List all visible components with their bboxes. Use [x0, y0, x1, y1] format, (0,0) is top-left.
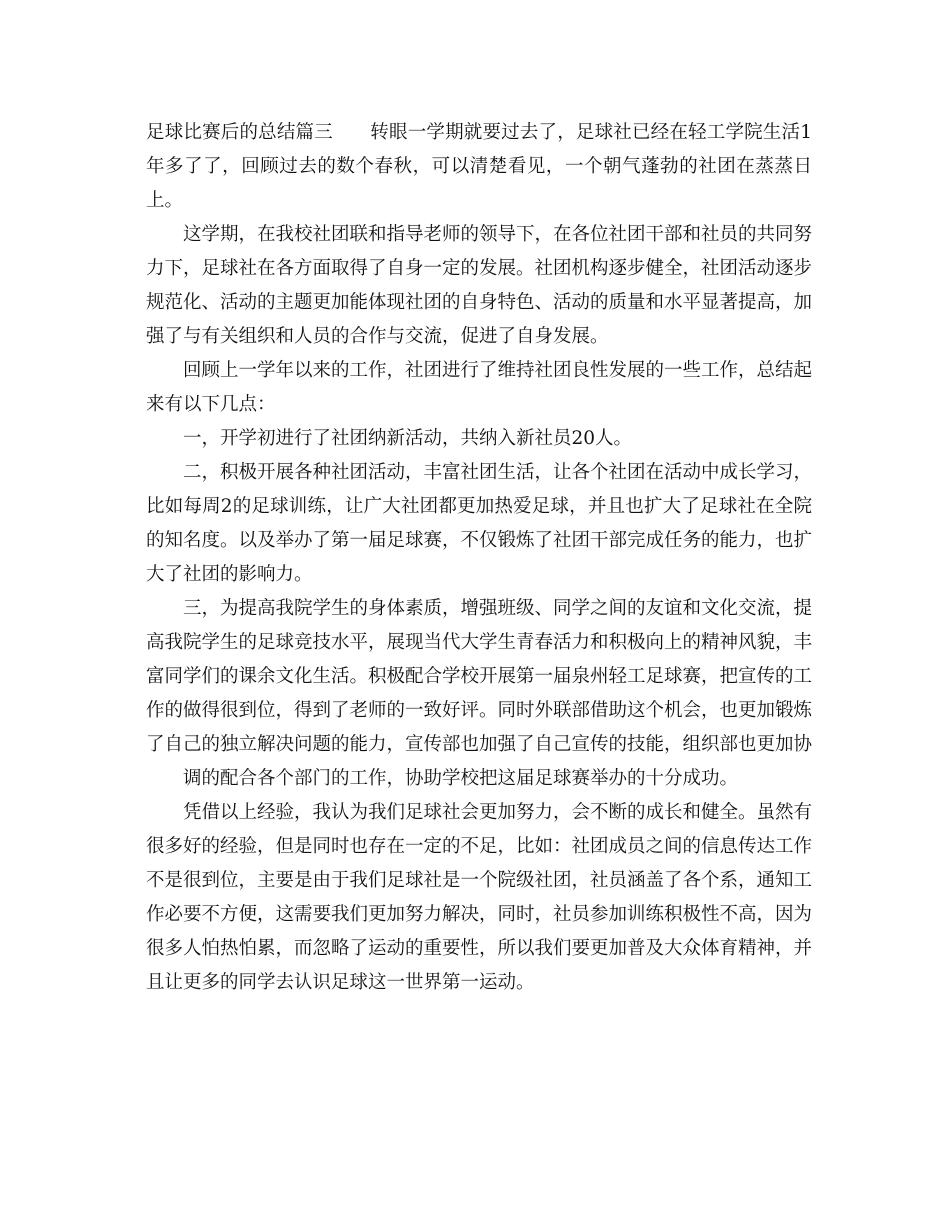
document-body: [146, 116, 812, 1000]
paragraph-title-intro: 足球比赛后的总结篇三 转眼一学期就要过去了，足球社已经在轻工学院生活1年多了了，回顾过去的数个春秋，可以清楚看见，一个朝气蓬勃的社团在蒸蒸日上。: [146, 122, 812, 211]
paragraph-point-two: 二，积极开展各种社团活动，丰富社团生活，让各个社团在活动中成长学习，比如每周2的足球训练，让广大社团都更加热爱足球，并且也扩大了足球社在全院的知名度。以及举办了第一届足球赛，不仅锻炼了社团干部完成任务的能力，也扩大了社团的影响力。: [146, 462, 813, 585]
paragraph-conclusion: 凭借以上经验，我认为我们足球社会更加努力，会不断的成长和健全。虽然有很多好的经验，但是同时也存在一定的不足，比如：社团成员之间的信息传达工作不是很到位，主要是由于我们足球社是一个院级社团，社员涵盖了各个系，通知工作必要不方便，这需要我们更加努力解决，同时，社员参加训练积极性不高，因为很多人怕热怕累，而忽略了运动的重要性，所以我们要更加普及大众体育精神，并且让更多的同学去认识足球这一世界第一运动。: [146, 802, 813, 993]
paragraph-point-three: 三，为提高我院学生的身体素质，增强班级、同学之间的友谊和文化交流，提高我院学生的足球竞技水平，展现当代大学生青春活力和积极向上的精神风貌，丰富同学们的课余文化生活。积极配合学校开展第一届泉州轻工足球赛，把宣传的工作的做得很到位，得到了老师的一致好评。同时外联部借助这个机会，也更加锻炼了自己的独立解决问题的能力，宣传部也加强了自己宣传的技能，组织部也更加协: [146, 598, 813, 755]
paragraph-semester-overview: 这学期，在我校社团联和指导老师的领导下，在各位社团干部和社员的共同努力下，足球社在各方面取得了自身一定的发展。社团机构逐步健全，社团活动逐步规范化、活动的主题更加能体现社团的自身特色、活动的质量和水平显著提高，加强了与有关组织和人员的合作与交流，促进了自身发展。: [146, 224, 813, 347]
paragraph-point-three-continued: 调的配合各个部门的工作，协助学校把这届足球赛举办的十分成功。: [183, 768, 739, 789]
paragraph-point-one: 一，开学初进行了社团纳新活动，共纳入新社员20人。: [183, 428, 633, 449]
paragraph-review-intro: 回顾上一学年以来的工作，社团进行了维持社团良性发展的一些工作，总结起来有以下几点：: [146, 360, 813, 415]
